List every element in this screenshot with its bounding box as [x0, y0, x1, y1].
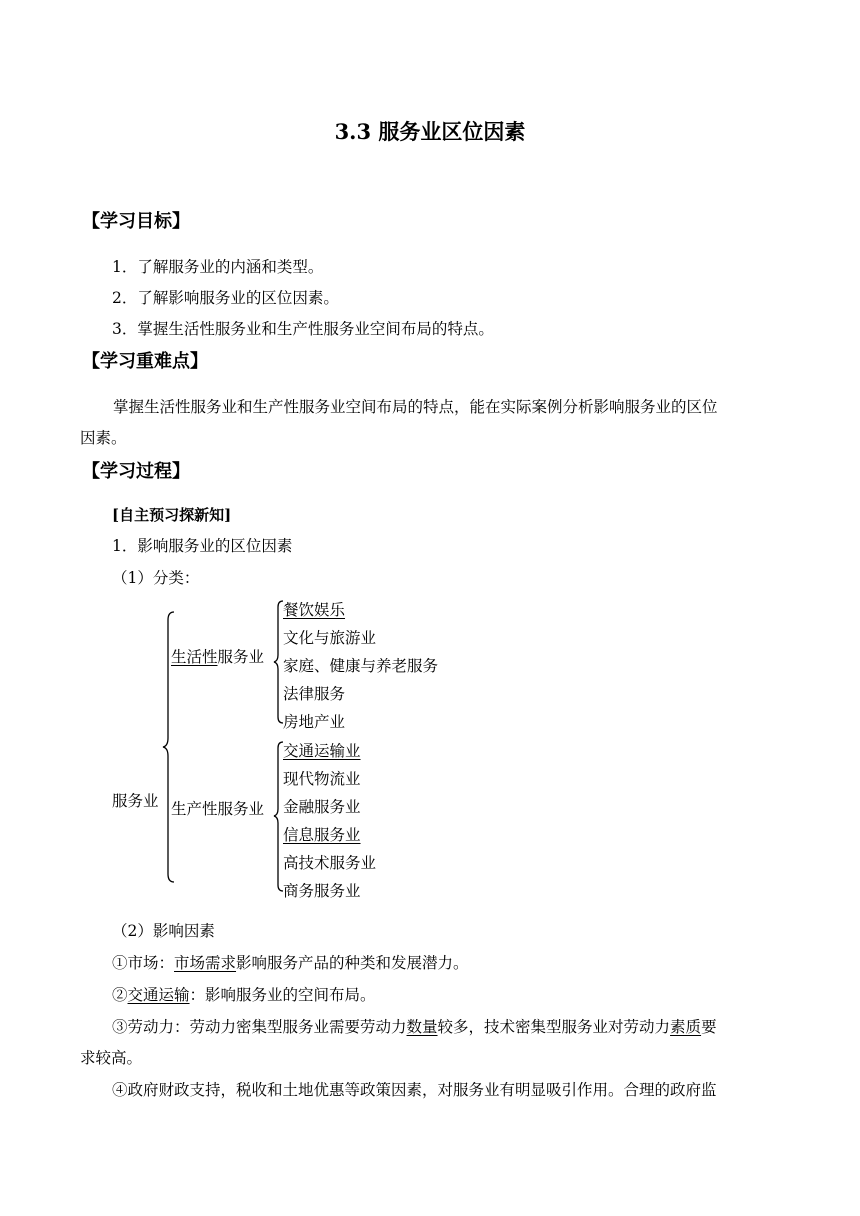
life-item-4: 法律服务 [283, 685, 346, 703]
transport-blank: 交通运输 [127, 986, 190, 1004]
production-item-5: 高技术服务业 [283, 854, 377, 872]
production-item-3: 金融服务业 [283, 798, 361, 816]
tree-root-service-industry: 服务业 [112, 792, 159, 810]
key-points-text-line1: 掌握生活性服务业和生产性服务业空间布局的特点，能在实际案例分析影响服务业的区位 [113, 398, 718, 416]
key-points-text-line2: 因素。 [80, 429, 127, 447]
life-item-3: 家庭、健康与养老服务 [283, 657, 439, 675]
goal-item-3: 3．掌握生活性服务业和生产性服务业空间布局的特点。 [112, 320, 494, 338]
production-item-2: 现代物流业 [283, 770, 361, 788]
goals-heading: 【学习目标】 [82, 211, 190, 232]
process-heading: 【学习过程】 [82, 461, 190, 482]
factor-labor: ③劳动力：劳动力密集型服务业需要劳动力数量较多，技术密集型服务业对劳动力素质要 [112, 1018, 717, 1036]
factor-policy: ④政府财政支持，税收和土地优惠等政策因素，对服务业有明显吸引作用。合理的政府监 [112, 1081, 717, 1099]
classify-label: （1）分类： [112, 569, 200, 587]
life-service-label [171, 645, 264, 667]
production-item-6: 商务服务业 [283, 882, 361, 900]
production-service-label: 生产性服务业 [171, 800, 265, 818]
factor-transport: ②交通运输：影响服务业的空间布局。 [112, 986, 376, 1004]
factors-label: （2）影响因素 [112, 922, 215, 940]
goal-item-1: 1．了解服务业的内涵和类型。 [112, 258, 324, 276]
production-item-4: 信息服务业 [283, 826, 361, 844]
labor-quality-blank: 素质 [670, 1018, 702, 1036]
factor-market: ①市场：市场需求影响服务产品的种类和发展潜力。 [112, 954, 469, 972]
life-item-2: 文化与旅游业 [283, 629, 377, 647]
life-service-blank: 生活性 [171, 648, 218, 666]
life-service-rest: 服务业 [217, 648, 265, 666]
labor-quantity-blank: 数量 [406, 1018, 438, 1036]
factor-labor-line2: 求较高。 [80, 1049, 143, 1067]
goal-item-2: 2．了解影响服务业的区位因素。 [112, 289, 339, 307]
key-points-heading: 【学习重难点】 [82, 351, 208, 372]
page-title: 3.3 服务业区位因素 [334, 119, 526, 144]
production-item-1: 交通运输业 [283, 742, 361, 760]
market-demand-blank: 市场需求 [174, 954, 237, 972]
life-item-5: 房地产业 [283, 713, 346, 731]
preview-item-1: 1．影响服务业的区位因素 [112, 537, 293, 555]
preview-label: [自主预习探新知] [112, 506, 232, 524]
life-item-1: 餐饮娱乐 [283, 601, 346, 619]
